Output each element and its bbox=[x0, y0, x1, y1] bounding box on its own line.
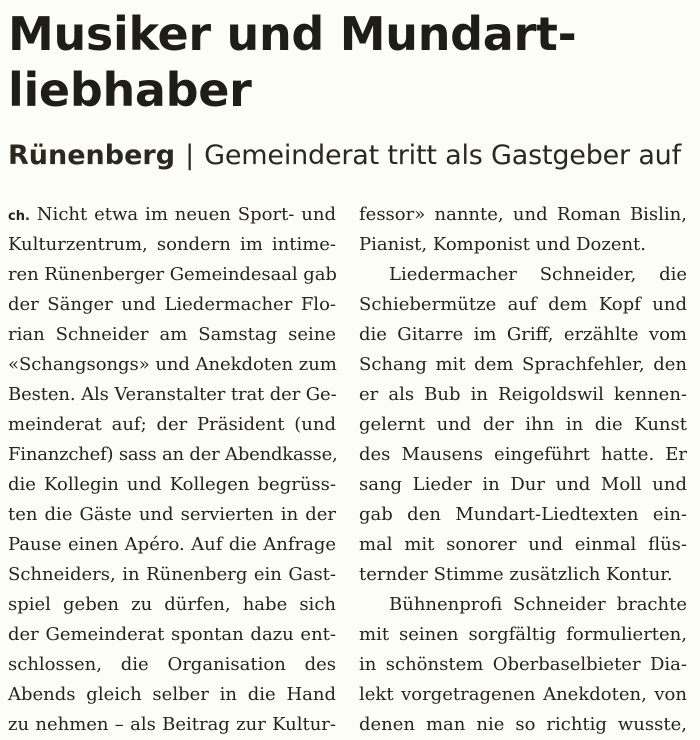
article-column-right bbox=[359, 200, 687, 740]
body-line: Pianist, Komponist und Dozent. bbox=[359, 234, 647, 255]
body-line: Bühnenprofi Schneider brachte bbox=[389, 594, 687, 615]
body-line: die Kollegin und Kollegen begrüss- bbox=[8, 474, 336, 495]
body-line: schlossen, die Organisation des bbox=[8, 654, 336, 675]
headline bbox=[8, 6, 698, 118]
body-line: denen man nie so richtig wusste, bbox=[359, 714, 687, 735]
body-line: ten die Gäste und servierten in der bbox=[8, 504, 336, 525]
body-line: zu nehmen – als Beitrag zur Kultur- bbox=[8, 714, 336, 735]
kicker-separator: | bbox=[185, 140, 195, 171]
body-line: lekt vorgetragenen Anekdoten, von bbox=[359, 684, 687, 705]
kicker-subtitle: Gemeinderat tritt als Gastgeber auf bbox=[204, 140, 681, 171]
body-line: die Gitarre im Griff, erzählte vom bbox=[359, 324, 687, 345]
body-line: Finanzchef) sass an der Abendkasse, bbox=[8, 444, 338, 465]
headline-line-1: Musiker und Mundart- bbox=[8, 7, 577, 61]
body-line bbox=[8, 200, 336, 230]
article-column-left bbox=[8, 200, 336, 740]
body-line: er als Bub in Reigoldswil kennen- bbox=[359, 384, 687, 405]
body-line-text: Nicht etwa im neuen Sport- und bbox=[29, 204, 336, 225]
body-line: rian Schneider am Samstag seine bbox=[8, 324, 336, 345]
body-line: mit seinen sorgfältig formulierten, bbox=[359, 624, 687, 645]
body-line: meinderat auf; der Präsident (und bbox=[8, 414, 336, 435]
body-line: Schneiders, in Rünenberg ein Gast- bbox=[8, 564, 336, 585]
body-line: mal mit sonorer und einmal flüs- bbox=[359, 534, 687, 555]
body-line: «Schangsongs» und Anekdoten zum bbox=[8, 354, 337, 375]
author-initials: ch. bbox=[8, 209, 30, 224]
body-line: Schang mit dem Sprachfehler, den bbox=[359, 354, 687, 375]
body-line: gelernt und der ihn in die Kunst bbox=[359, 414, 687, 435]
body-line: sang Lieder in Dur und Moll und bbox=[359, 474, 687, 495]
body-line: der Sänger und Liedermacher Flo- bbox=[8, 294, 336, 315]
body-line: der Gemeinderat spontan dazu ent- bbox=[8, 624, 336, 645]
body-line: gab den Mundart-Liedtexten ein- bbox=[359, 504, 687, 525]
body-line: Pause einen Apéro. Auf die Anfrage bbox=[8, 534, 336, 555]
body-line: ternder Stimme zusätzlich Kontur. bbox=[359, 564, 673, 585]
body-line: Besten. Als Veranstalter trat der Ge- bbox=[8, 384, 337, 405]
body-line: des Mausens eingeführt hatte. Er bbox=[359, 444, 687, 465]
body-line: Schiebermütze auf dem Kopf und bbox=[359, 294, 687, 315]
body-line: fessor» nannte, und Roman Bislin, bbox=[359, 204, 687, 225]
body-line: spiel geben zu dürfen, habe sich bbox=[8, 594, 336, 615]
body-line: Kulturzentrum, sondern im intime- bbox=[8, 234, 336, 255]
body-line: Liedermacher Schneider, die bbox=[389, 264, 687, 285]
body-line: ren Rünenberger Gemeindesaal gab bbox=[8, 264, 337, 285]
body-line: Abends gleich selber in die Hand bbox=[8, 684, 336, 705]
body-line: in schönstem Oberbaselbieter Dia- bbox=[359, 654, 687, 675]
kicker-place: Rünenberg bbox=[8, 140, 176, 171]
kicker bbox=[8, 138, 698, 174]
headline-line-2: liebhaber bbox=[8, 63, 252, 117]
